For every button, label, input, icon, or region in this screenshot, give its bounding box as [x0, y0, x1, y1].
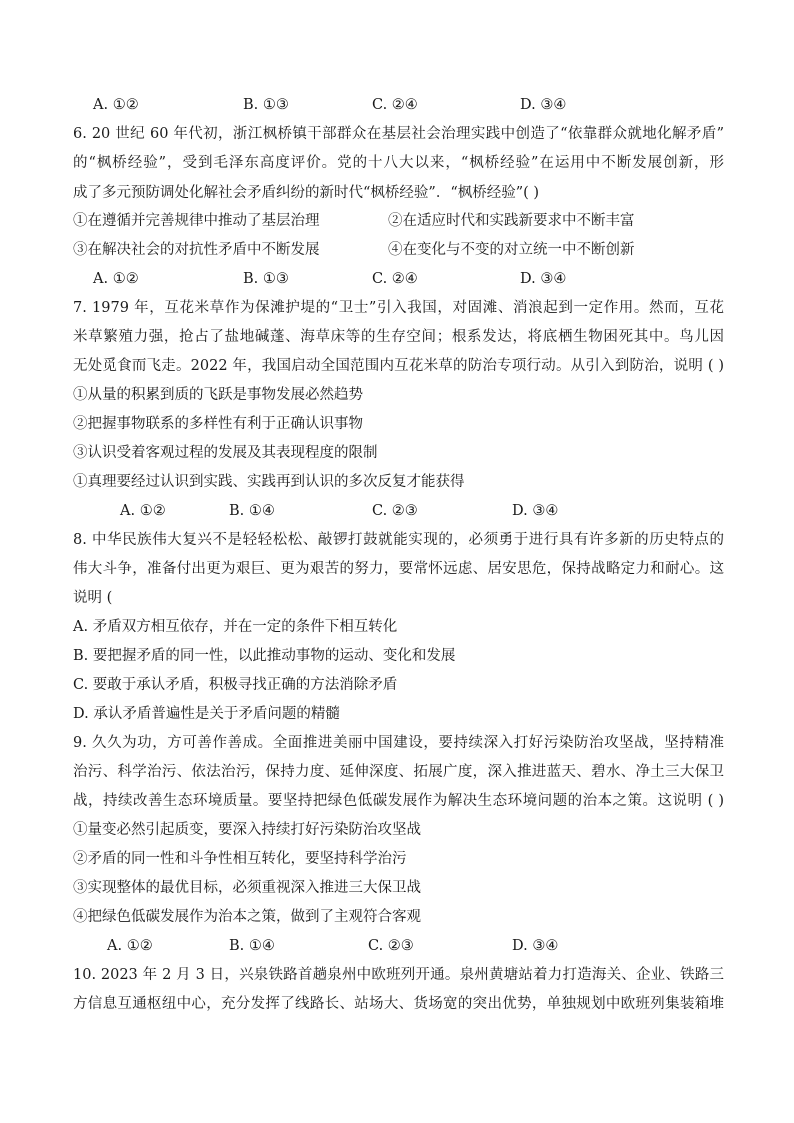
q6-statement-1: ①在遵循并完善规律中推动了基层治理 — [73, 213, 320, 229]
q8-stem-line-2: 伟大斗争，准备付出更为艰巨、更为艰苦的努力，要常怀远虑、居安思危，保持战略定力和耐心。这 — [73, 561, 724, 577]
q6-statement-3: ③在解决社会的对抗性矛盾中不断发展 — [73, 242, 320, 258]
q9-statement-1: ①量变必然引起质变，要深入持续打好污染防治攻坚战 — [73, 822, 421, 838]
q10-stem-line-1: 10. 2023 年 2 月 3 日，兴泉铁路首趟泉州中欧班列开通。泉州黄塘站着力打造海关、企业、铁路三 — [73, 967, 724, 983]
q6-option-b: B. ①③ — [243, 271, 289, 287]
q8-choice-b: B. 要把握矛盾的同一性，以此推动事物的运动、变化和发展 — [73, 648, 456, 664]
q8-choice-d: D. 承认矛盾普遍性是关于矛盾问题的精髓 — [73, 706, 340, 722]
q6-option-a: A. ①② — [93, 271, 139, 287]
q7-option-c: C. ②③ — [372, 503, 418, 519]
q6-statement-2: ②在适应时代和实践新要求中不断丰富 — [388, 213, 635, 229]
q7-statement-3: ③认识受着客观过程的发展及其表现程度的限制 — [73, 445, 378, 461]
q5-option-a: A. ①② — [93, 97, 139, 113]
q9-option-c: C. ②③ — [368, 938, 414, 954]
q9-options — [0, 936, 794, 956]
q9-option-a: A. ①② — [107, 938, 153, 954]
q7-statement-2: ②把握事物联系的多样性有利于正确认识事物 — [73, 416, 363, 432]
q9-statement-2: ②矛盾的同一性和斗争性相互转化，要坚持科学治污 — [73, 851, 407, 867]
q5-options — [0, 95, 794, 115]
q7-stem-line-2: 米草繁殖力强，抢占了盐地碱蓬、海草床等的生存空间；根系发达，将底栖生物困死其中。鸟儿因 — [73, 329, 724, 345]
q6-statement-4: ④在变化与不变的对立统一中不断创新 — [388, 242, 635, 258]
q8-choice-c: C. 要敢于承认矛盾，积极寻找正确的方法消除矛盾 — [73, 677, 398, 693]
q7-stem-line-1: 7. 1979 年，互花米草作为保滩护堤的“卫士”引入我国，对固滩、消浪起到一定作用。然而，互花 — [73, 300, 724, 316]
q9-stem-line-2: 治污、科学治污、依法治污，保持力度、延伸深度、拓展广度，深入推进蓝天、碧水、净土三大保卫 — [73, 764, 724, 780]
q5-option-d: D. ③④ — [520, 97, 567, 113]
q5-option-b: B. ①③ — [243, 97, 289, 113]
q6-stem-line-2: 的“枫桥经验”，受到毛泽东高度评价。党的十八大以来，“枫桥经验”在运用中不断发展创新，形 — [73, 155, 724, 171]
q6-options — [0, 269, 794, 289]
q9-option-d: D. ③④ — [512, 938, 559, 954]
q6-option-d: D. ③④ — [520, 271, 567, 287]
q9-option-b: B. ①④ — [229, 938, 275, 954]
q7-statement-4: ①真理要经过认识到实践、实践再到认识的多次反复才能获得 — [73, 474, 465, 490]
q9-stem-line-3: 战，持续改善生态环境质量。要坚持把绿色低碳发展作为解决生态环境问题的治本之策。这说明 ( ) — [73, 793, 724, 809]
q7-options — [0, 501, 794, 521]
q8-choice-a: A. 矛盾双方相互依存，并在一定的条件下相互转化 — [73, 619, 398, 635]
q10-stem-line-2: 方信息互通枢纽中心，充分发挥了线路长、站场大、货场宽的突出优势，单独规划中欧班列集装箱堆 — [73, 996, 724, 1012]
q5-option-c: C. ②④ — [372, 97, 418, 113]
q9-statement-3: ③实现整体的最优目标，必须重视深入推进三大保卫战 — [73, 880, 421, 896]
q7-stem-line-3: 无处觅食而飞走。2022 年，我国启动全国范围内互花米草的防治专项行动。从引入到防治，说明 ( ) — [73, 358, 724, 374]
q6-stem-line-3: 成了多元预防调处化解社会矛盾纠纷的新时代“枫桥经验”．“枫桥经验”( ) — [73, 185, 540, 201]
q9-statement-4: ④把绿色低碳发展作为治本之策，做到了主观符合客观 — [73, 909, 421, 925]
q7-option-a: A. ①② — [120, 503, 166, 519]
q8-stem-line-3: 说明 ( — [73, 590, 113, 606]
q7-option-d: D. ③④ — [512, 503, 559, 519]
q7-statement-1: ①从量的积累到质的飞跃是事物发展必然趋势 — [73, 387, 363, 403]
q6-option-c: C. ②④ — [372, 271, 418, 287]
q6-stem-line-1: 6. 20 世纪 60 年代初，浙江枫桥镇干部群众在基层社会治理实践中创造了“依靠群众就地化解矛盾” — [73, 126, 724, 142]
q8-stem-line-1: 8. 中华民族伟大复兴不是轻轻松松、敲锣打鼓就能实现的，必须勇于进行具有许多新的历史特点的 — [73, 532, 724, 548]
q9-stem-line-1: 9. 久久为功，方可善作善成。全面推进美丽中国建设，要持续深入打好污染防治攻坚战，坚持精准 — [73, 735, 724, 751]
q7-option-b: B. ①④ — [229, 503, 275, 519]
